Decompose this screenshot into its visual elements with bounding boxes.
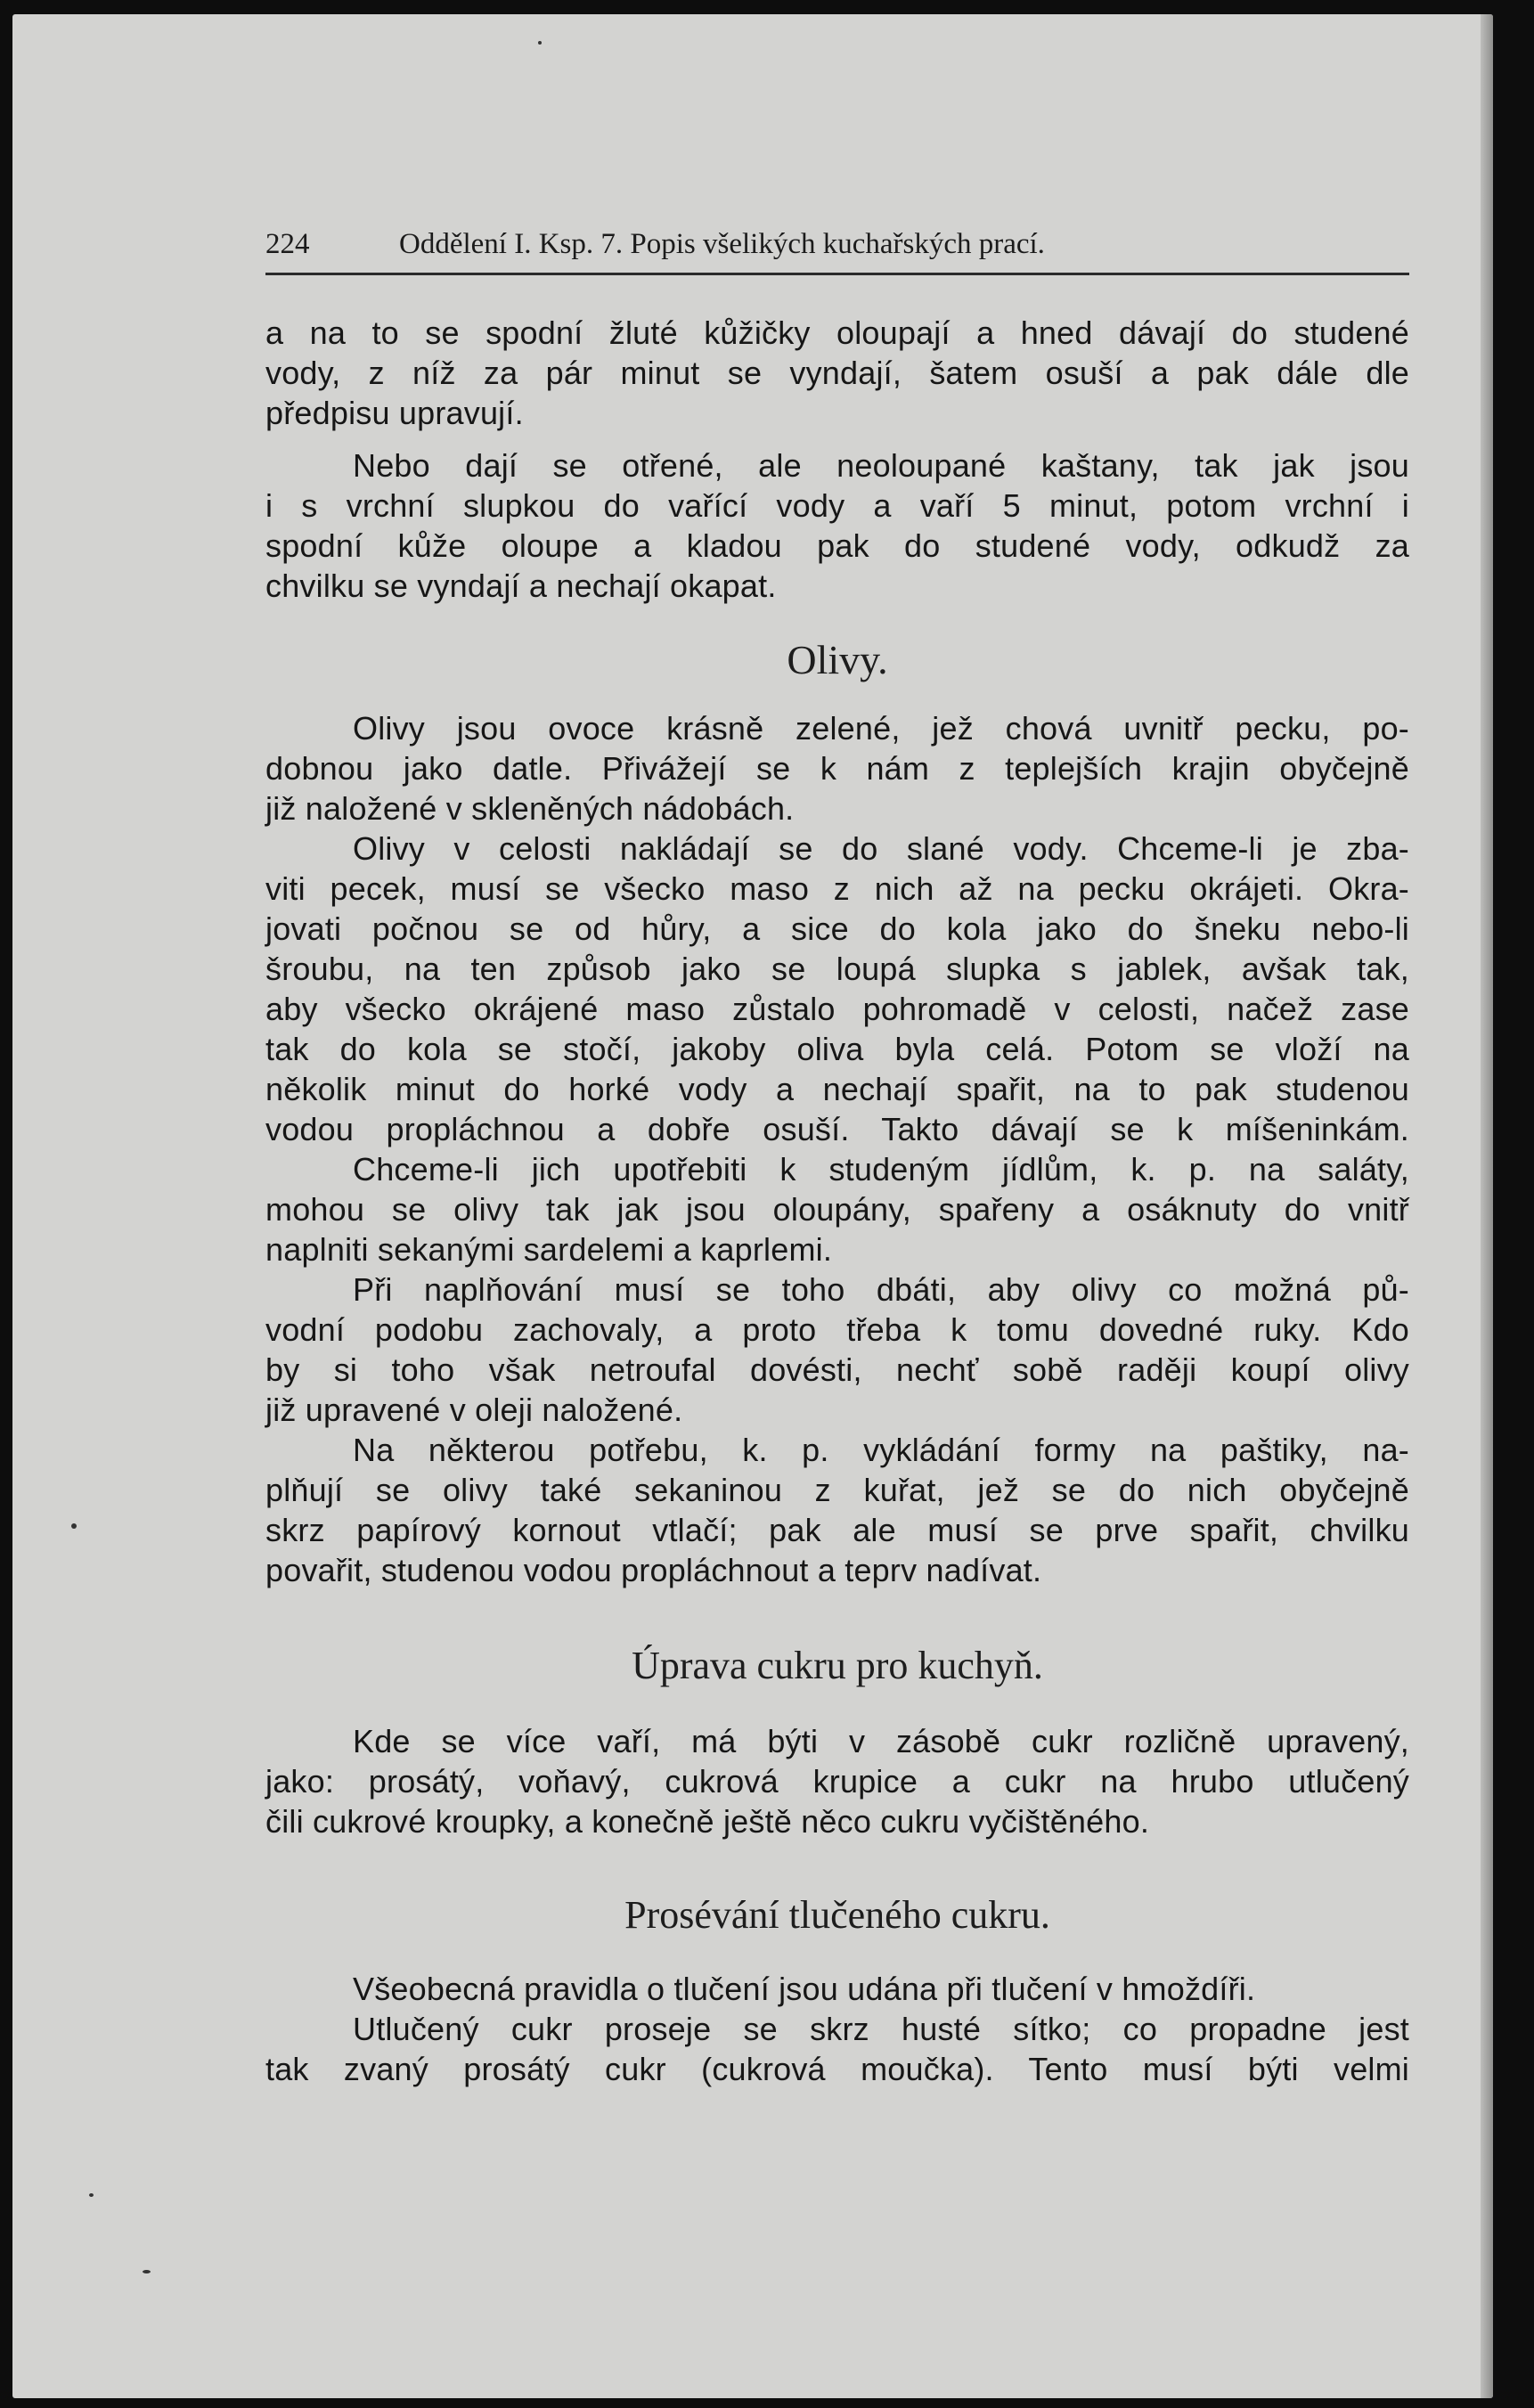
- page-edge-shadow: [1481, 14, 1493, 2398]
- paragraph: [265, 1721, 1409, 1841]
- text-line: vody, z níž za pár minut se vyndají, šatem osuší a pak dále dle: [265, 355, 1409, 391]
- text-line: vodní podobu zachovaly, a proto třeba k tomu dovedné ruky. Kdo: [265, 1311, 1409, 1348]
- text-line: aby všecko okrájené maso zůstalo pohromadě v celosti, načež zase: [265, 991, 1409, 1027]
- header-rule: [265, 273, 1409, 275]
- text-line: a na to se spodní žluté kůžičky oloupají a hned dávají do studené: [265, 314, 1409, 351]
- page-number: 224: [265, 228, 310, 260]
- text-line: jovati počnou se od hůry, a sice do kola jako do šneku nebo-li: [265, 910, 1409, 947]
- paragraph: [265, 829, 1409, 1149]
- text-line: povařit, studenou vodou propláchnout a teprv nadívat.: [265, 1552, 1042, 1588]
- text-line: tak zvaný prosátý cukr (cukrová moučka). Tento musí býti velmi: [265, 2051, 1409, 2087]
- text-line: Při naplňování musí se toho dbáti, aby olivy co možná pů-: [353, 1271, 1409, 1308]
- text-line: spodní kůže oloupe a kladou pak do studené vody, odkudž za: [265, 527, 1409, 564]
- text-line: čili cukrové kroupky, a konečně ještě něco cukru vyčištěného.: [265, 1803, 1150, 1840]
- print-speck: [71, 1523, 77, 1529]
- section-heading-prosevani: Prosévání tlučeného cukru.: [624, 1893, 1050, 1937]
- running-title: Oddělení I. Ksp. 7. Popis všelikých kuchařských prací.: [399, 228, 1045, 260]
- paragraph: [265, 1430, 1409, 1590]
- text-line: mohou se olivy tak jak jsou oloupány, spařeny a osáknuty do vnitř: [265, 1191, 1409, 1228]
- text-line: plňují se olivy také sekaninou z kuřat, jež se do nich obyčejně: [265, 1472, 1409, 1508]
- text-line: šroubu, na ten způsob jako se loupá slupka s jablek, avšak tak,: [265, 951, 1409, 987]
- text-line: tak do kola se stočí, jakoby oliva byla celá. Potom se vloží na: [265, 1031, 1409, 1067]
- text-line: viti pecek, musí se všecko maso z nich až na pecku okrájeti. Okra-: [265, 870, 1409, 907]
- paragraph: [265, 2009, 1409, 2089]
- text-line: chvilku se vyndají a nechají okapat.: [265, 567, 777, 604]
- print-speck: [538, 41, 542, 45]
- text-line: již naložené v skleněných nádobách.: [265, 790, 795, 827]
- text-line: naplniti sekanými sardelemi a kaprlemi.: [265, 1231, 833, 1268]
- text-line: Olivy jsou ovoce krásně zelené, jež chová uvnitř pecku, po-: [353, 710, 1409, 747]
- text-line: by si toho však netroufal dovésti, nechť sobě raději koupí olivy: [265, 1351, 1409, 1388]
- text-line: Všeobecná pravidla o tlučení jsou udána při tlučení v hmoždíři.: [353, 1971, 1256, 2007]
- text-line: již upravené v oleji naložené.: [265, 1392, 683, 1428]
- text-line: Utlučený cukr proseje se skrz husté sítko; co propadne jest: [353, 2011, 1409, 2047]
- text-line: vodou propláchnou a dobře osuší. Takto dávají se k míšeninkám.: [265, 1111, 1409, 1147]
- paragraph: [265, 1969, 1409, 2009]
- section-heading-olivy: Olivy.: [787, 637, 888, 682]
- print-speck: [143, 2270, 151, 2273]
- text-line: jako: prosátý, voňavý, cukrová krupice a cukr na hrubo utlučený: [265, 1763, 1409, 1800]
- paragraph: [265, 1269, 1409, 1430]
- text-line: Nebo dají se otřené, ale neoloupané kaštany, tak jak jsou: [353, 447, 1409, 484]
- book-page: [12, 14, 1493, 2398]
- section-heading-uprava-cukru: Úprava cukru pro kuchyň.: [632, 1644, 1043, 1687]
- paragraph: [265, 1149, 1409, 1269]
- paragraph: [265, 313, 1409, 433]
- paragraph: [265, 708, 1409, 829]
- text-line: Chceme-li jich upotřebiti k studeným jídlům, k. p. na saláty,: [353, 1151, 1409, 1188]
- page-body: [265, 313, 1409, 2089]
- text-line: předpisu upravují.: [265, 395, 524, 431]
- text-line: Na některou potřebu, k. p. vykládání formy na paštiky, na-: [353, 1432, 1409, 1468]
- text-line: dobnou jako datle. Přivážejí se k nám z teplejších krajin obyčejně: [265, 750, 1409, 787]
- text-line: Kde se více vaří, má býti v zásobě cukr rozličně upravený,: [353, 1723, 1409, 1759]
- running-header: [265, 228, 1424, 261]
- text-line: několik minut do horké vody a nechají spařit, na to pak studenou: [265, 1071, 1409, 1107]
- text-line: i s vrchní slupkou do vařící vody a vaří 5 minut, potom vrchní i: [265, 487, 1409, 524]
- text-line: Olivy v celosti nakládají se do slané vody. Chceme-li je zba-: [353, 830, 1409, 867]
- print-speck: [89, 2193, 94, 2197]
- text-line: skrz papírový kornout vtlačí; pak ale musí se prve spařit, chvilku: [265, 1512, 1409, 1548]
- paragraph: [265, 445, 1409, 606]
